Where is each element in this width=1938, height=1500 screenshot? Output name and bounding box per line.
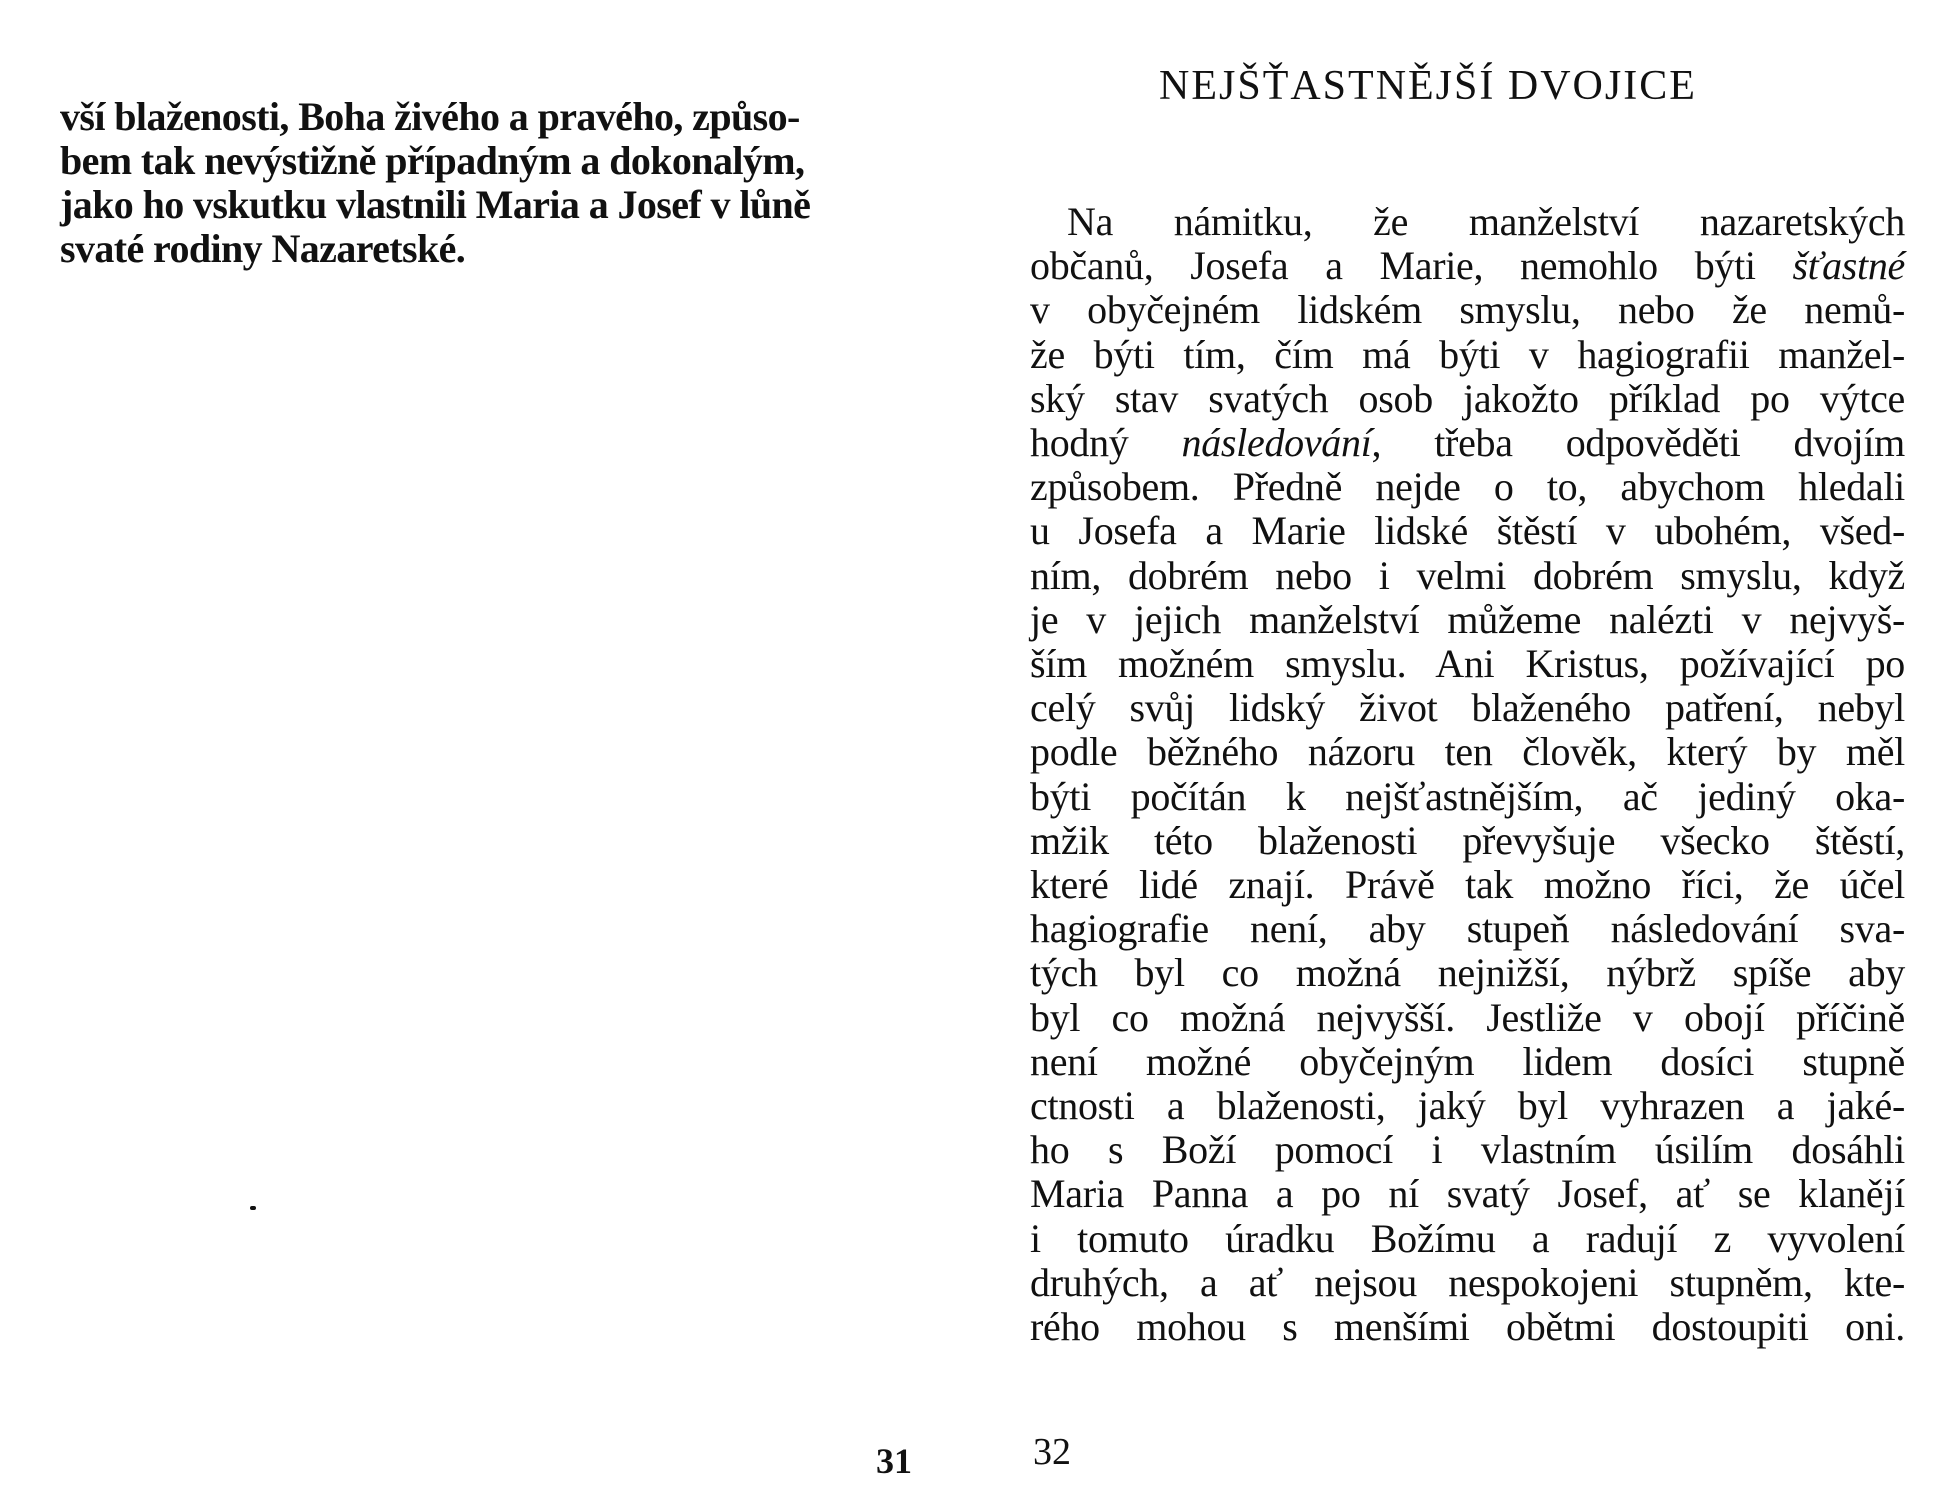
- text-line: bem tak nevýstižně případným a dokonalým,: [60, 138, 805, 183]
- right-page: [969, 0, 1938, 1500]
- page-number: 32: [1033, 1431, 1071, 1473]
- text-line: svaté rodiny Nazaretské.: [60, 226, 466, 271]
- text-run: hodný: [1030, 420, 1182, 466]
- right-page-text: [1030, 200, 1905, 1349]
- text-line: [1030, 1172, 1905, 1216]
- text-run: které lidé znají. Právě tak možno říci, že účel: [1030, 862, 1905, 908]
- text-run: ho s Boží pomocí i vlastním úsilím dosáhli: [1030, 1127, 1905, 1173]
- text-line: vší blaženosti, Boha živého a pravého, způso-: [60, 94, 800, 139]
- text-line: [1030, 421, 1905, 465]
- text-run: ším možném smyslu. Ani Kristus, požívající po: [1030, 641, 1905, 687]
- text-line: [1030, 819, 1905, 863]
- text-run: rého mohou s menšími obětmi dostoupiti oni.: [1030, 1304, 1905, 1350]
- text-line: [1030, 1305, 1905, 1349]
- text-line: jako ho vskutku vlastnili Maria a Josef v lůně: [60, 182, 811, 227]
- text-line: [1030, 775, 1905, 819]
- ink-speck: [250, 1206, 256, 1210]
- text-run: je v jejich manželství můžeme nalézti v nejvyš-: [1030, 596, 1905, 642]
- text-run: , třeba odpověděti dvojím: [1371, 420, 1905, 466]
- text-run: celý svůj lidský život blaženého patření, nebyl: [1030, 685, 1905, 731]
- italic-emphasis: šťastné: [1792, 243, 1905, 289]
- text-line: [1030, 1040, 1905, 1084]
- text-run: není možné obyčejným lidem dosíci stupně: [1030, 1038, 1905, 1084]
- text-run: u Josefa a Marie lidské štěstí v ubohém, všed-: [1030, 508, 1905, 554]
- text-run: ním, dobrém nebo i velmi dobrém smyslu, když: [1030, 552, 1905, 598]
- text-run: Maria Panna a po ní svatý Josef, ať se klanějí: [1030, 1171, 1905, 1217]
- text-line: [1030, 1261, 1905, 1305]
- text-run: hagiografie není, aby stupeň následování sva-: [1030, 906, 1905, 952]
- text-line: [1030, 951, 1905, 995]
- text-line: [1030, 509, 1905, 553]
- text-line: [1030, 554, 1905, 598]
- italic-emphasis: následování: [1181, 420, 1372, 466]
- text-run: byl co možná nejvyšší. Jestliže v obojí příčině: [1030, 994, 1905, 1040]
- text-run: způsobem. Předně nejde o to, abychom hledali: [1030, 464, 1905, 510]
- text-line: [1030, 333, 1905, 377]
- text-run: ský stav svatých osob jakožto příklad po výtce: [1030, 375, 1905, 421]
- text-line: [1030, 598, 1905, 642]
- text-line: [1030, 730, 1905, 774]
- text-line: [1030, 244, 1905, 288]
- text-run: Na námitku, že manželství nazaretských: [1067, 199, 1905, 244]
- chapter-title: NEJŠŤASTNĚJŠÍ DVOJICE: [1159, 63, 1697, 109]
- left-page-text: [60, 95, 940, 271]
- text-line: [1030, 377, 1905, 421]
- text-line: [1030, 1128, 1905, 1172]
- text-run: tých byl co možná nejnižší, nýbrž spíše aby: [1030, 950, 1905, 996]
- text-line: [1030, 1217, 1905, 1261]
- text-line: [1030, 465, 1905, 509]
- page-number: 31: [876, 1441, 912, 1481]
- text-run: podle běžného názoru ten člověk, který by měl: [1030, 729, 1905, 775]
- text-run: že býti tím, čím má býti v hagiografii manžel-: [1030, 331, 1905, 377]
- text-run: mžik této blaženosti převyšuje všecko štěstí,: [1030, 817, 1905, 863]
- text-run: druhých, a ať nejsou nespokojeni stupněm, kte-: [1030, 1259, 1905, 1305]
- text-line: [1030, 686, 1905, 730]
- text-line: [1030, 863, 1905, 907]
- text-run: v obyčejném lidském smyslu, nebo že nemů-: [1030, 287, 1905, 333]
- text-line: [1030, 907, 1905, 951]
- text-run: občanů, Josefa a Marie, nemohlo býti: [1030, 243, 1793, 289]
- text-run: i tomuto úradku Božímu a radují z vyvolení: [1030, 1215, 1905, 1261]
- text-line: [1030, 996, 1905, 1040]
- text-run: ctnosti a blaženosti, jaký byl vyhrazen a jaké-: [1030, 1083, 1905, 1129]
- text-line: [1030, 1084, 1905, 1128]
- text-line: [1030, 200, 1905, 244]
- text-line: [1030, 288, 1905, 332]
- text-run: býti počítán k nejšťastnějším, ač jediný oka-: [1030, 773, 1905, 819]
- text-line: [1030, 642, 1905, 686]
